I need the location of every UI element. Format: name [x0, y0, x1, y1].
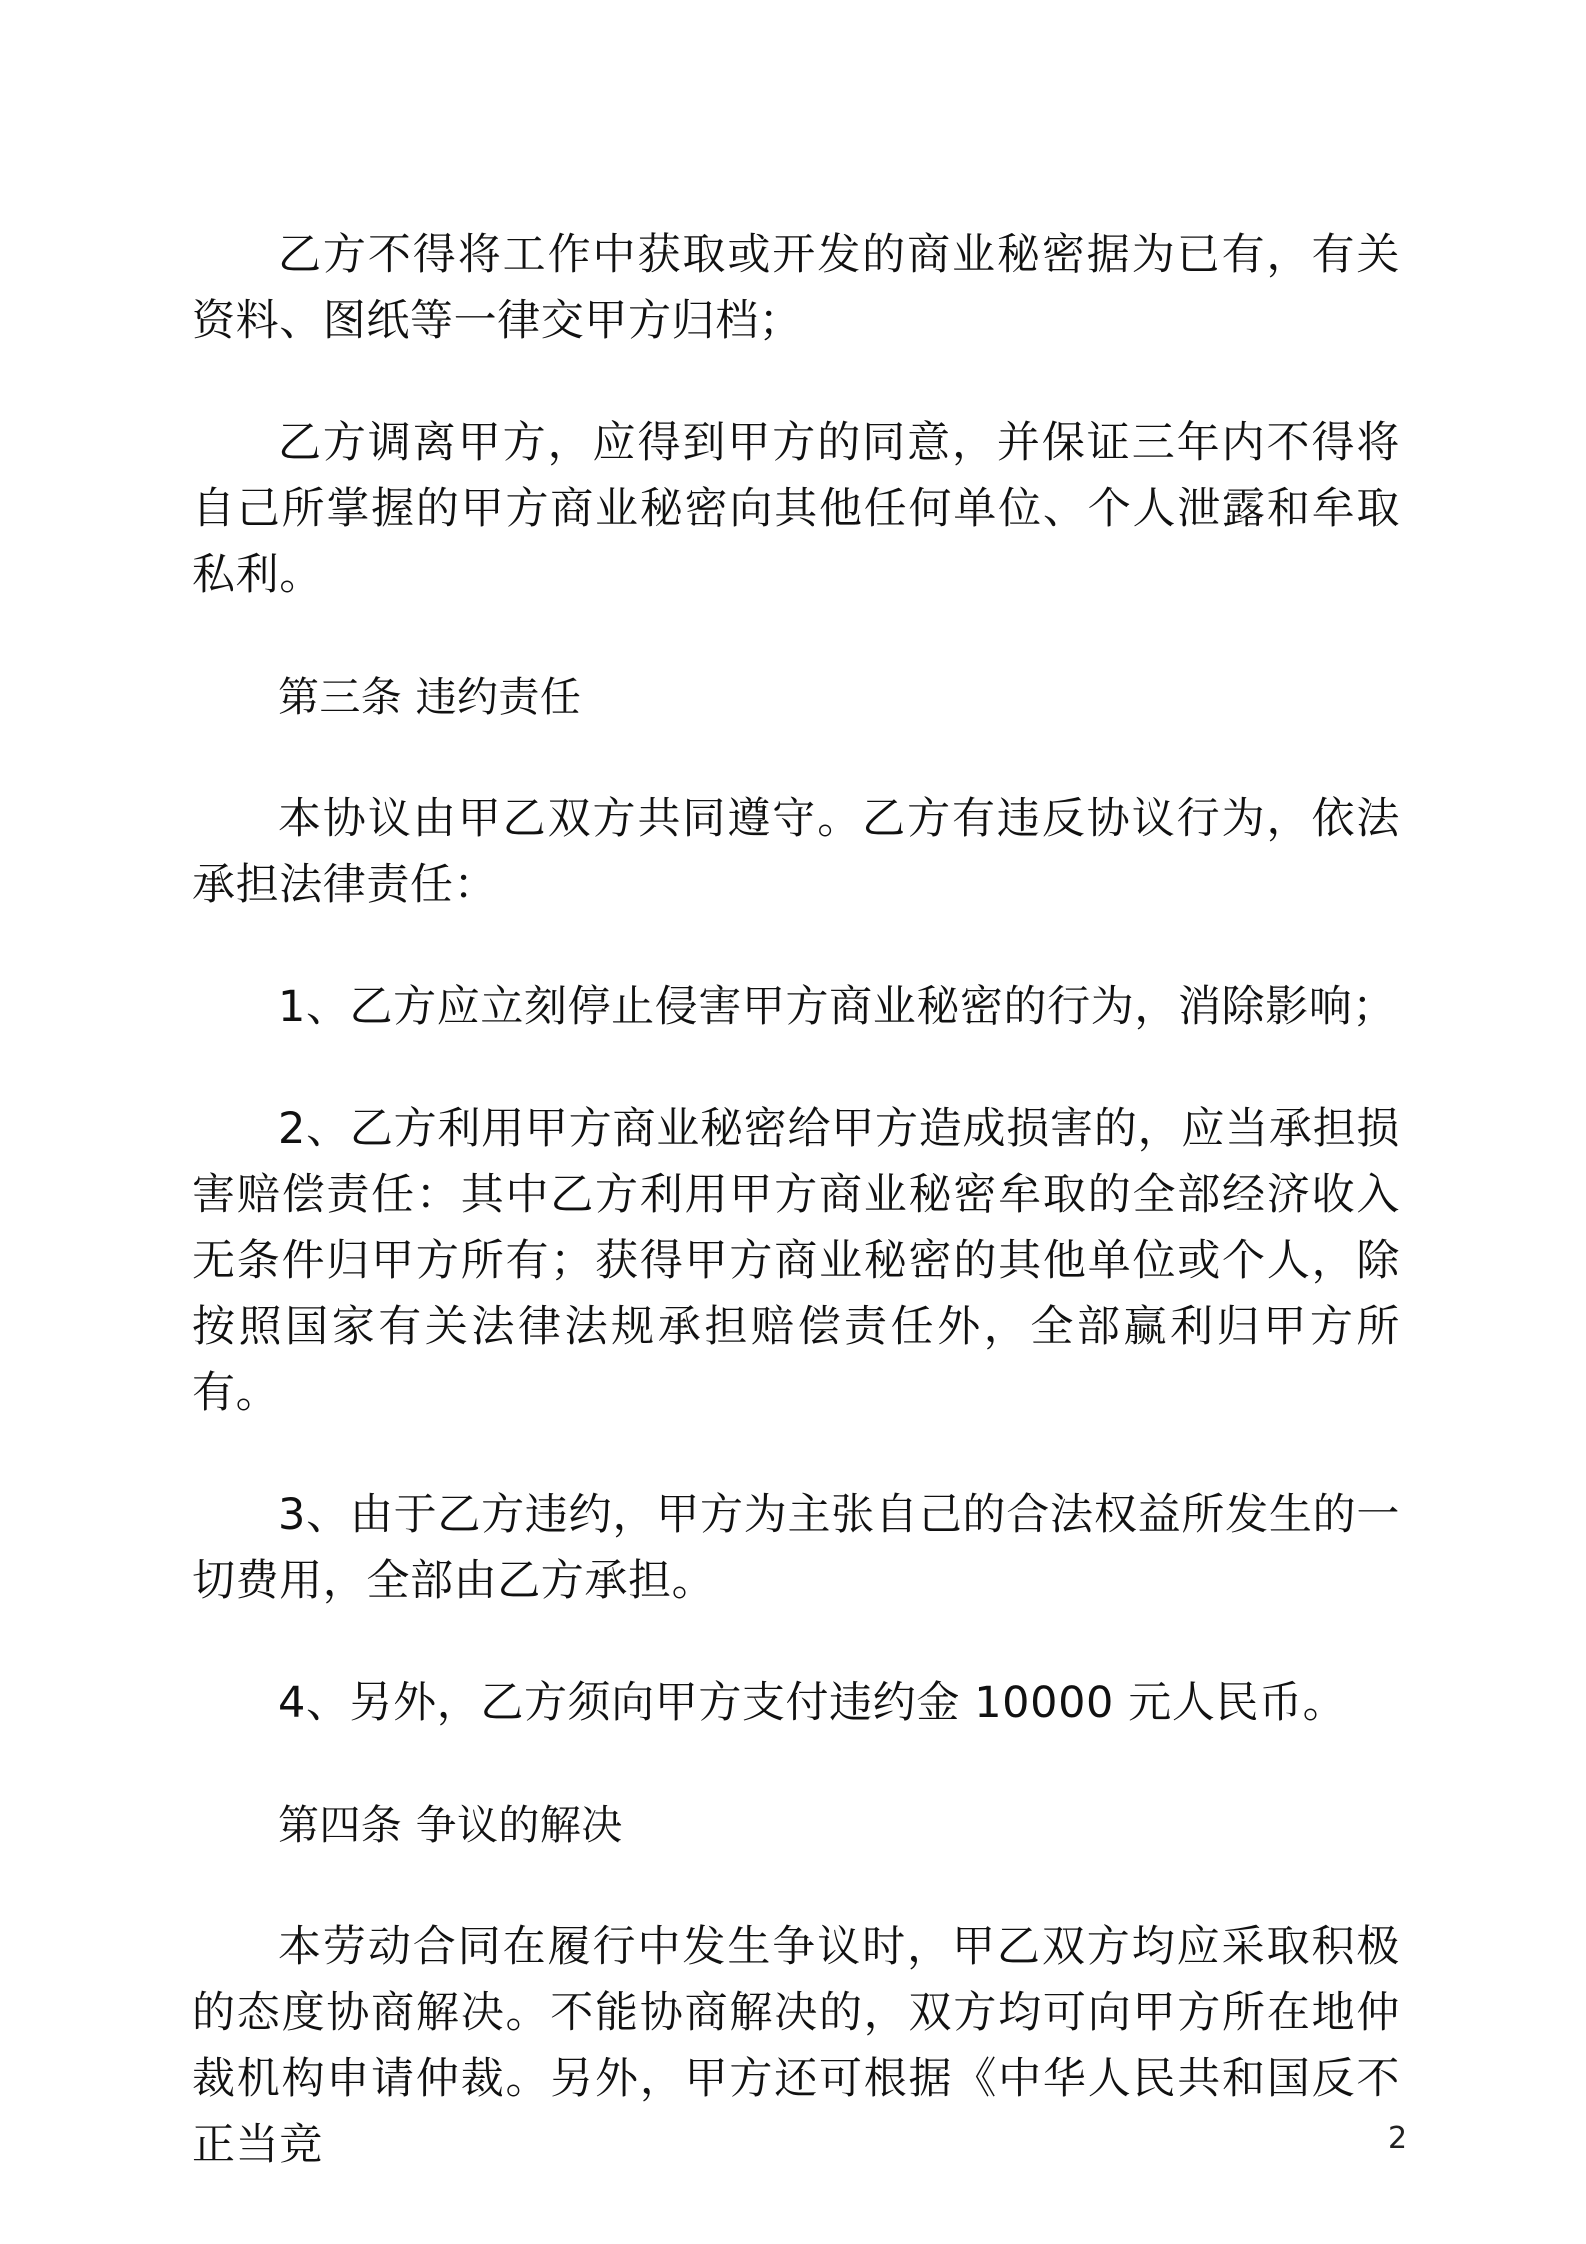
paragraph-liability-intro: 本协议由甲乙双方共同遵守。乙方有违反协议行为，依法承担法律责任：: [192, 794, 1400, 910]
heading-article-4: 第四条 争议的解决: [278, 1801, 623, 1849]
list-item-1: 1、乙方应立刻停止侵害甲方商业秘密的行为，消除影响；: [278, 982, 1396, 1032]
paragraph-resignation-confidentiality: 乙方调离甲方，应得到甲方的同意，并保证三年内不得将自己所掌握的甲方商业秘密向其他任何单位、个人泄露和牟取私利。: [192, 418, 1400, 600]
list-item-2: 2、乙方利用甲方商业秘密给甲方造成损害的，应当承担损害赔偿责任：其中乙方利用甲方商业秘密牟取的全部经济收入无条件归甲方所有；获得甲方商业秘密的其他单位或个人，除按照国家有关法律法规承担赔偿责任外，全部赢利归甲方所有。: [192, 1104, 1400, 1418]
paragraph-dispute-resolution: 本劳动合同在履行中发生争议时，甲乙双方均应采取积极的态度协商解决。不能协商解决的，双方均可向甲方所在地仲裁机构申请仲裁。另外，甲方还可根据《中华人民共和国反不正当竞: [192, 1922, 1400, 2170]
page-number: 2: [1388, 2121, 1408, 2156]
list-item-4: 4、另外，乙方须向甲方支付违约金 10000 元人民币。: [278, 1678, 1347, 1728]
document-body: [192, 222, 1400, 2234]
paragraph-trade-secret-ownership: 乙方不得将工作中获取或开发的商业秘密据为已有，有关资料、图纸等一律交甲方归档；: [192, 230, 1400, 346]
heading-article-3: 第三条 违约责任: [278, 673, 582, 721]
list-item-3: 3、由于乙方违约，甲方为主张自己的合法权益所发生的一切费用，全部由乙方承担。: [192, 1490, 1400, 1606]
